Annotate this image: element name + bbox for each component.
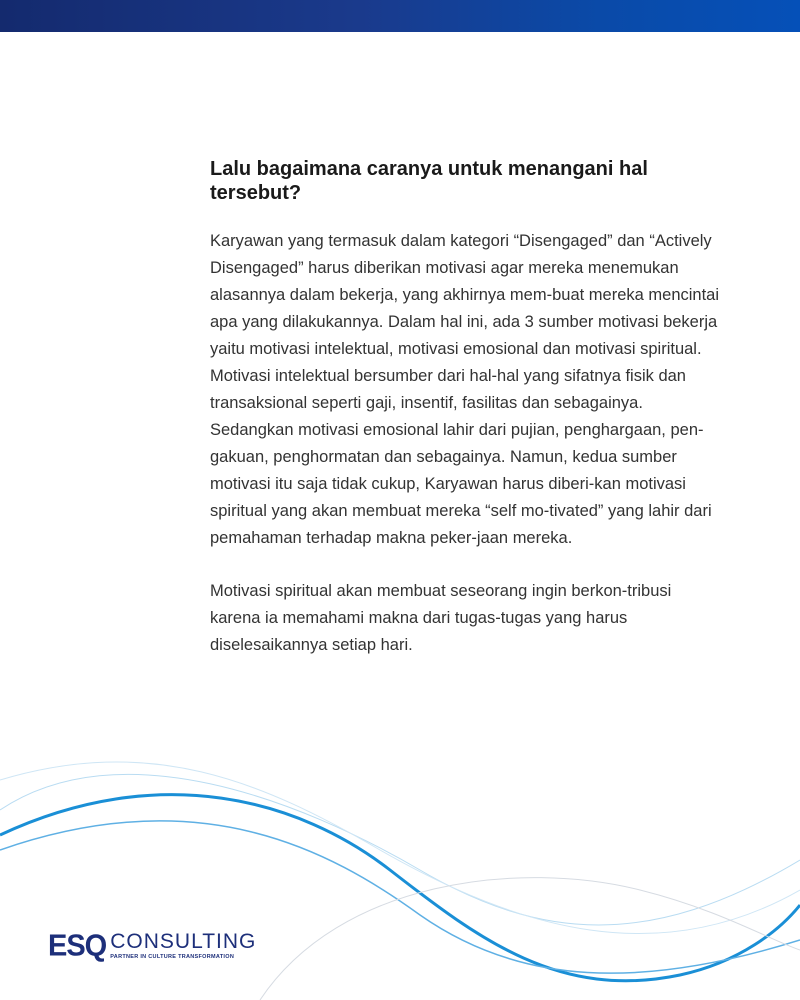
- paragraph-1: Karyawan yang termasuk dalam kategori “Disengaged” dan “Actively Disengaged” harus diberikan motivasi agar mereka menemukan alasannya dalam bekerja, yang akhirnya mem-buat mereka mencintai apa yang dilakukannya. Dalam hal ini, ada 3 sumber motivasi bekerja yaitu motivasi intelektual, motivasi emosional dan motivasi spiritual. Motivasi intelektual bersumber dari hal-hal yang sifatnya fisik dan transaksional seperti gaji, insentif, fasilitas dan sebagainya. Sedangkan motivasi emosional lahir dari pujian, penghargaan, pen-gakuan, penghormatan dan sebagainya. Namun, kedua sumber motivasi itu saja tidak cukup, Karyawan harus diberi-kan motivasi spiritual yang akan membuat mereka “self mo-tivated” yang lahir dari pemahaman terhadap makna peker-jaan mereka.: [210, 232, 720, 547]
- esq-consulting-logo: [48, 931, 256, 967]
- wave-faint-gray: [260, 878, 800, 1000]
- top-header-bar: [0, 0, 800, 32]
- logo-name: CONSULTING: [110, 930, 257, 953]
- wave-thin-light-2: [0, 762, 800, 934]
- paragraph-2: Motivasi spiritual akan membuat seseorang ingin berkon-tribusi karena ia memahami makna dari tugas-tugas yang harus diselesaikannya setiap hari.: [210, 582, 672, 654]
- logo-brand: ESQ: [48, 929, 107, 963]
- page-heading: Lalu bagaimana caranya untuk menangani hal tersebut?: [210, 158, 648, 204]
- article-body: [210, 157, 730, 659]
- logo-tagline: PARTNER IN CULTURE TRANSFORMATION: [110, 954, 235, 960]
